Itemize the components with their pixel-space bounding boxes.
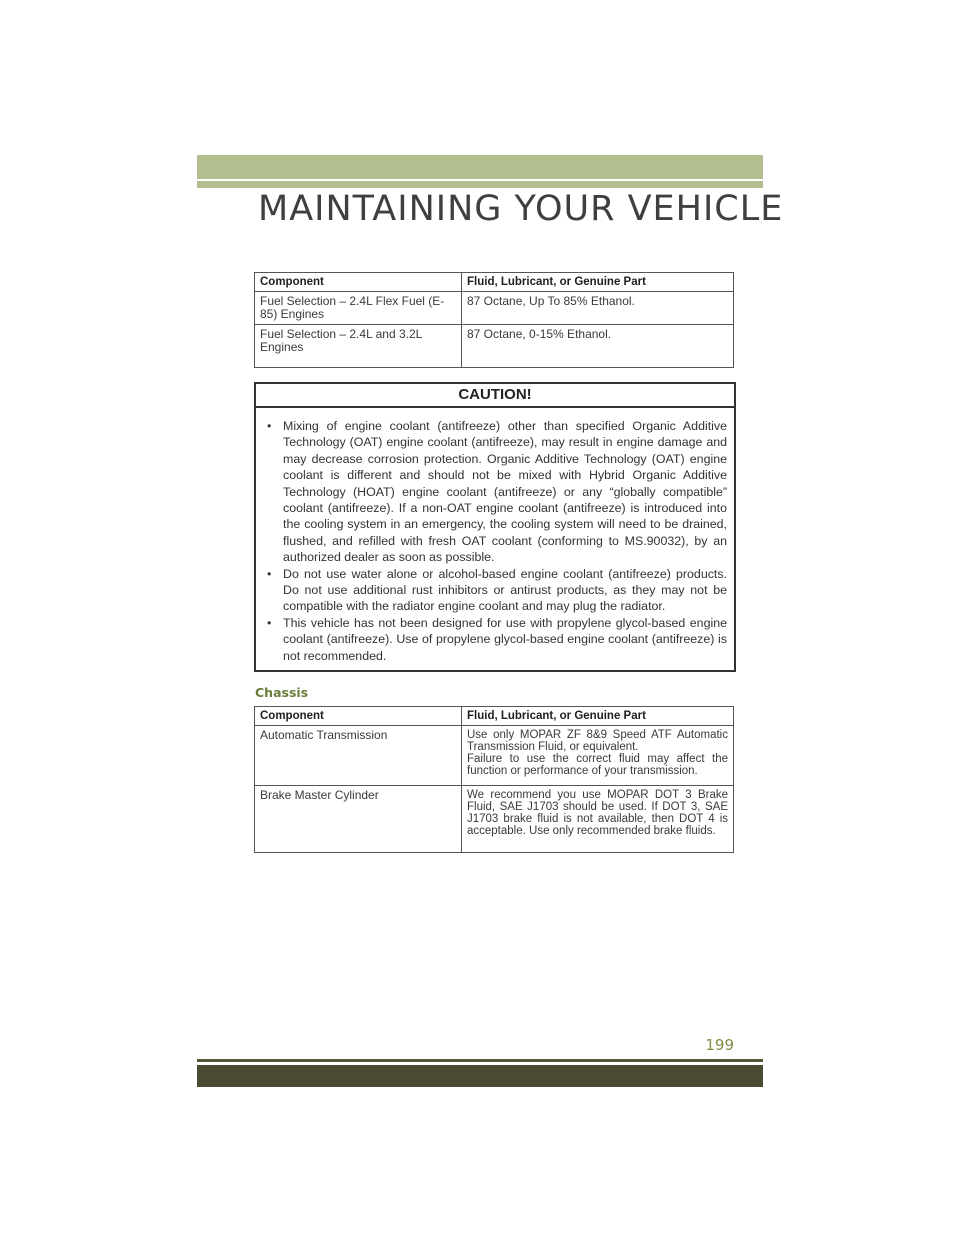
- caution-item: [267, 418, 727, 566]
- table-row: [255, 726, 734, 786]
- chassis-heading: Chassis: [255, 685, 309, 700]
- fluid-note: Failure to use the correct fluid may affect the function or performance of your transmission.: [467, 753, 728, 777]
- table-cell-fluid: [462, 786, 734, 853]
- section-title: MAINTAINING YOUR VEHICLE: [258, 189, 784, 229]
- table-header-row: [255, 273, 734, 292]
- footer-divider: [197, 1059, 763, 1062]
- caution-item: [267, 615, 727, 664]
- bullet-icon: •: [267, 419, 272, 433]
- bullet-icon: •: [267, 566, 272, 581]
- column-header-component: Component: [255, 707, 462, 726]
- header-divider: [197, 181, 763, 188]
- table-cell-fluid: 87 Octane, 0-15% Ethanol.: [462, 325, 734, 368]
- fluid-text: Use only MOPAR ZF 8&9 Speed ATF Automatic Transmission Fluid, or equivalent.: [467, 729, 728, 753]
- footer-bar: [197, 1065, 763, 1087]
- chassis-table: [254, 706, 734, 853]
- caution-item-text: Do not use water alone or alcohol-based engine coolant (antifreeze) products. Do not use additional rust inhibitors or antirust products, as they may not be compatible with the radiator engine coolant and may plug the radiator.: [283, 566, 727, 614]
- column-header-component: Component: [255, 273, 462, 292]
- page-number: 199: [705, 1036, 734, 1054]
- table-cell-component: Brake Master Cylinder: [255, 786, 462, 853]
- table-row: [255, 292, 734, 325]
- caution-box: [254, 382, 736, 672]
- column-header-fluid: Fluid, Lubricant, or Genuine Part: [462, 273, 734, 292]
- caution-item-text: Mixing of engine coolant (antifreeze) other than specified Organic Additive Technology (OAT) engine coolant (antifreeze), may result in engine damage and may decrease corrosion protection. Organic Additive Technology (OAT) engine coolant is different and should not be mixed with Hybrid Organic Additive Technology (HOAT) engine coolant (antifreeze) or any “globally compatible” coolant (antifreeze). If a non-OAT engine coolant (antifreeze) is introduced into the cooling system in an emergency, the cooling system will need to be drained, flushed, and refilled with fresh OAT coolant (conforming to MS.90032), by an authorized dealer as soon as possible.: [283, 419, 727, 565]
- bullet-icon: •: [267, 615, 272, 630]
- column-header-fluid: Fluid, Lubricant, or Genuine Part: [462, 707, 734, 726]
- table-cell-fluid: [462, 726, 734, 786]
- table-cell-fluid: 87 Octane, Up To 85% Ethanol.: [462, 292, 734, 325]
- caution-title: CAUTION!: [256, 384, 734, 408]
- table-row: [255, 786, 734, 853]
- table-cell-component: Automatic Transmission: [255, 726, 462, 786]
- table-cell-component: Fuel Selection – 2.4L Flex Fuel (E-85) Engines: [255, 292, 462, 325]
- fuel-table: [254, 272, 734, 368]
- table-cell-component: Fuel Selection – 2.4L and 3.2L Engines: [255, 325, 462, 368]
- table-header-row: [255, 707, 734, 726]
- caution-item: [267, 566, 727, 615]
- fluid-text: We recommend you use MOPAR DOT 3 Brake Fluid, SAE J1703 should be used. If DOT 3, SAE J1703 brake fluid is not available, then DOT 4 is acceptable. Use only recommended brake fluids.: [467, 789, 728, 837]
- table-row: [255, 325, 734, 368]
- caution-item-text: This vehicle has not been designed for use with propylene glycol-based engine coolant (antifreeze). Use of propylene glycol-based engine coolant (antifreeze) is not recommended.: [283, 615, 727, 663]
- header-bar: [197, 155, 763, 179]
- caution-list: [256, 418, 734, 664]
